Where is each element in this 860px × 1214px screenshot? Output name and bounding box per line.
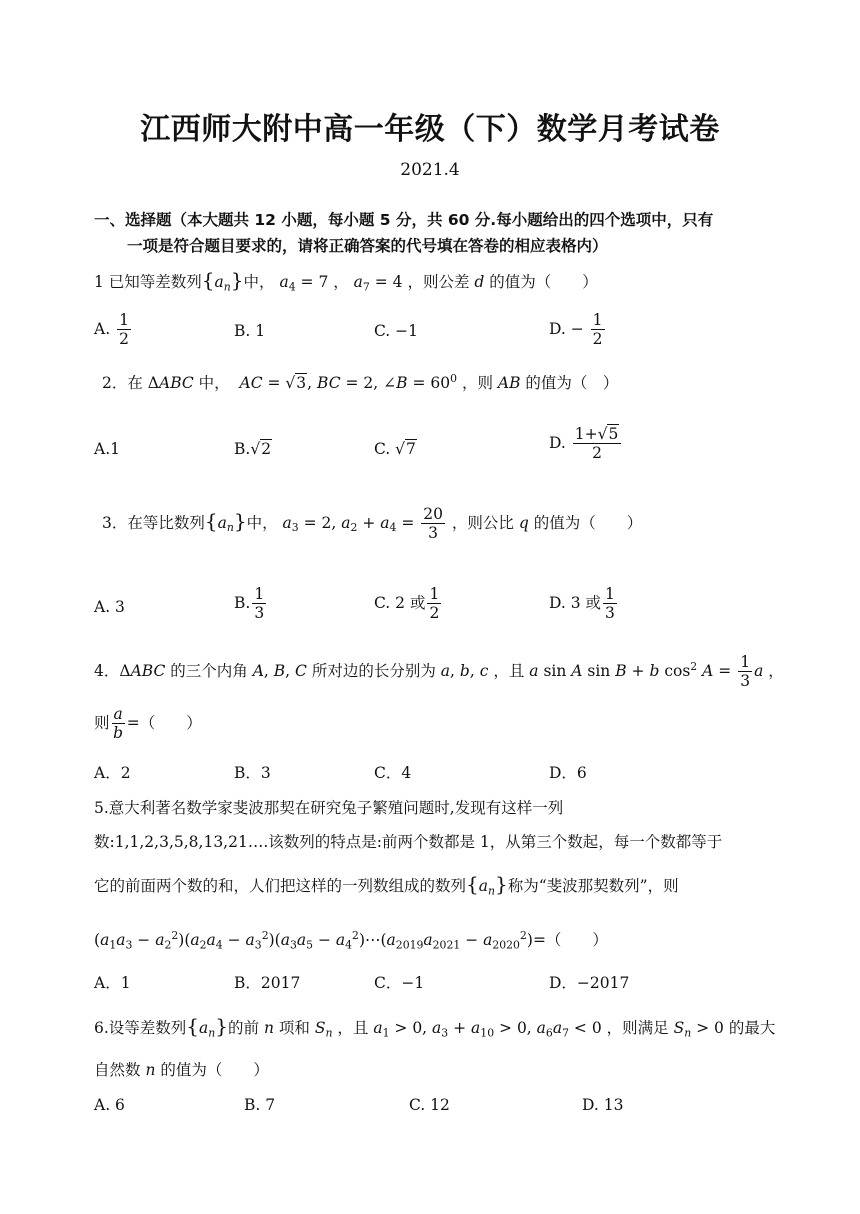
q5-option-c: C．−1 (374, 974, 425, 992)
question-5-line2: 数:1,1,2,3,5,8,13,21….该数列的特点是:前两个数都是 1，从第三个数起，每一个数都等于 (94, 833, 723, 851)
q4-option-d: D．6 (549, 764, 587, 782)
q2-option-c: C. √7 (374, 440, 416, 458)
q3-option-d: D. 3 或 $\frac{1}{3}$ (549, 585, 615, 623)
q2-option-d: D. $\frac{1+√5}{2}$ (549, 426, 623, 462)
q5-option-d: D．−2017 (549, 974, 630, 992)
q6-option-c: C. 12 (409, 1096, 450, 1114)
question-5-expression: $(a_1a_3 - a_2^2)(a_2a_4 - a_3^2)(a_3a_5$ − $a_4^2)\cdots(a_{2019}a_{2021} - a_{2020}^2)=$（ ） (94, 929, 608, 952)
q1-option-c: C. −1 (374, 322, 419, 340)
q1-option-a: A. $\frac{1}{2}$ (94, 311, 129, 349)
q4-option-a: A．2 (94, 764, 131, 782)
q6-option-a: A. 6 (94, 1096, 125, 1114)
exam-date: 2021.4 (400, 160, 460, 180)
question-4-line2: 则 $\frac{a}{b}$ =（ ） (94, 705, 202, 743)
q1-option-d: D. − $\frac{1}{2}$ (549, 311, 603, 349)
q5-option-a: A．1 (94, 974, 131, 992)
q4-option-c: C．4 (374, 764, 412, 782)
question-3: 3．在等比数列$\{a_n\}$中， $a_3 = 2$, $a_2 + a_4$ = $\frac{20}{3}$ ，则公比 q 的值为（ ） (102, 505, 643, 543)
question-6: 6.设等差数列$\{a_n\}$的前 n 项和 $S_n$ ，且 $a_1 > 0$, $a_3 + a_{10} > 0$, $a_6a_7 < 0$ ，则满足 $S_n > 0$ 的最大 (94, 1014, 776, 1040)
section-header-line2: 一项是符合题目要求的，请将正确答案的代号填在答卷的相应表格内） (127, 237, 608, 255)
q6-option-d: D. 13 (582, 1096, 624, 1114)
q2-option-b: B.√2 (234, 440, 272, 458)
q3-option-b: B. $\frac{1}{3}$ (234, 585, 265, 623)
question-5-line3: 它的前面两个数的和，人们把这样的一列数组成的数列$\{a_n\}$称为“斐波那契数列”，则 (94, 872, 679, 898)
q4-option-b: B．3 (234, 764, 271, 782)
question-5-line1: 5.意大利著名数学家斐波那契在研究兔子繁殖问题时,发现有这样一列 (94, 799, 564, 817)
exam-title: 江西师大附中高一年级（下）数学月考试卷 (140, 112, 720, 147)
q1-option-b: B. 1 (234, 322, 266, 340)
q6-option-b: B. 7 (244, 1096, 276, 1114)
question-1: 1 已知等差数列$\{a_n\}$中， $a_4 = 7$ ， $a_7 = 4$ ，则公差 d 的值为（ ） (94, 268, 598, 294)
question-2: 2．在 ΔABC 中， AC = √3, BC = 2, ∠B = $60^0$ ，则 AB 的值为（ ） (102, 372, 619, 392)
q3-option-c: C. 2 或 $\frac{1}{2}$ (374, 585, 440, 623)
q3-option-a: A. 3 (94, 598, 125, 616)
q2-option-a: A.1 (94, 440, 120, 458)
section-header-line1: 一、选择题（本大题共 12 小题，每小题 5 分，共 60 分.每小题给出的四个选项中，只有 (94, 211, 714, 229)
question-4: 4．ΔABC 的三个内角 A, B, C 所对边的长分别为 a, b, c ，且 a sin A sin B + b $\cos^2 A$ = $\frac{1}{3}$ a ， (94, 653, 784, 691)
question-6-line2: 自然数 n 的值为（ ） (94, 1061, 269, 1079)
q5-option-b: B．2017 (234, 974, 301, 992)
